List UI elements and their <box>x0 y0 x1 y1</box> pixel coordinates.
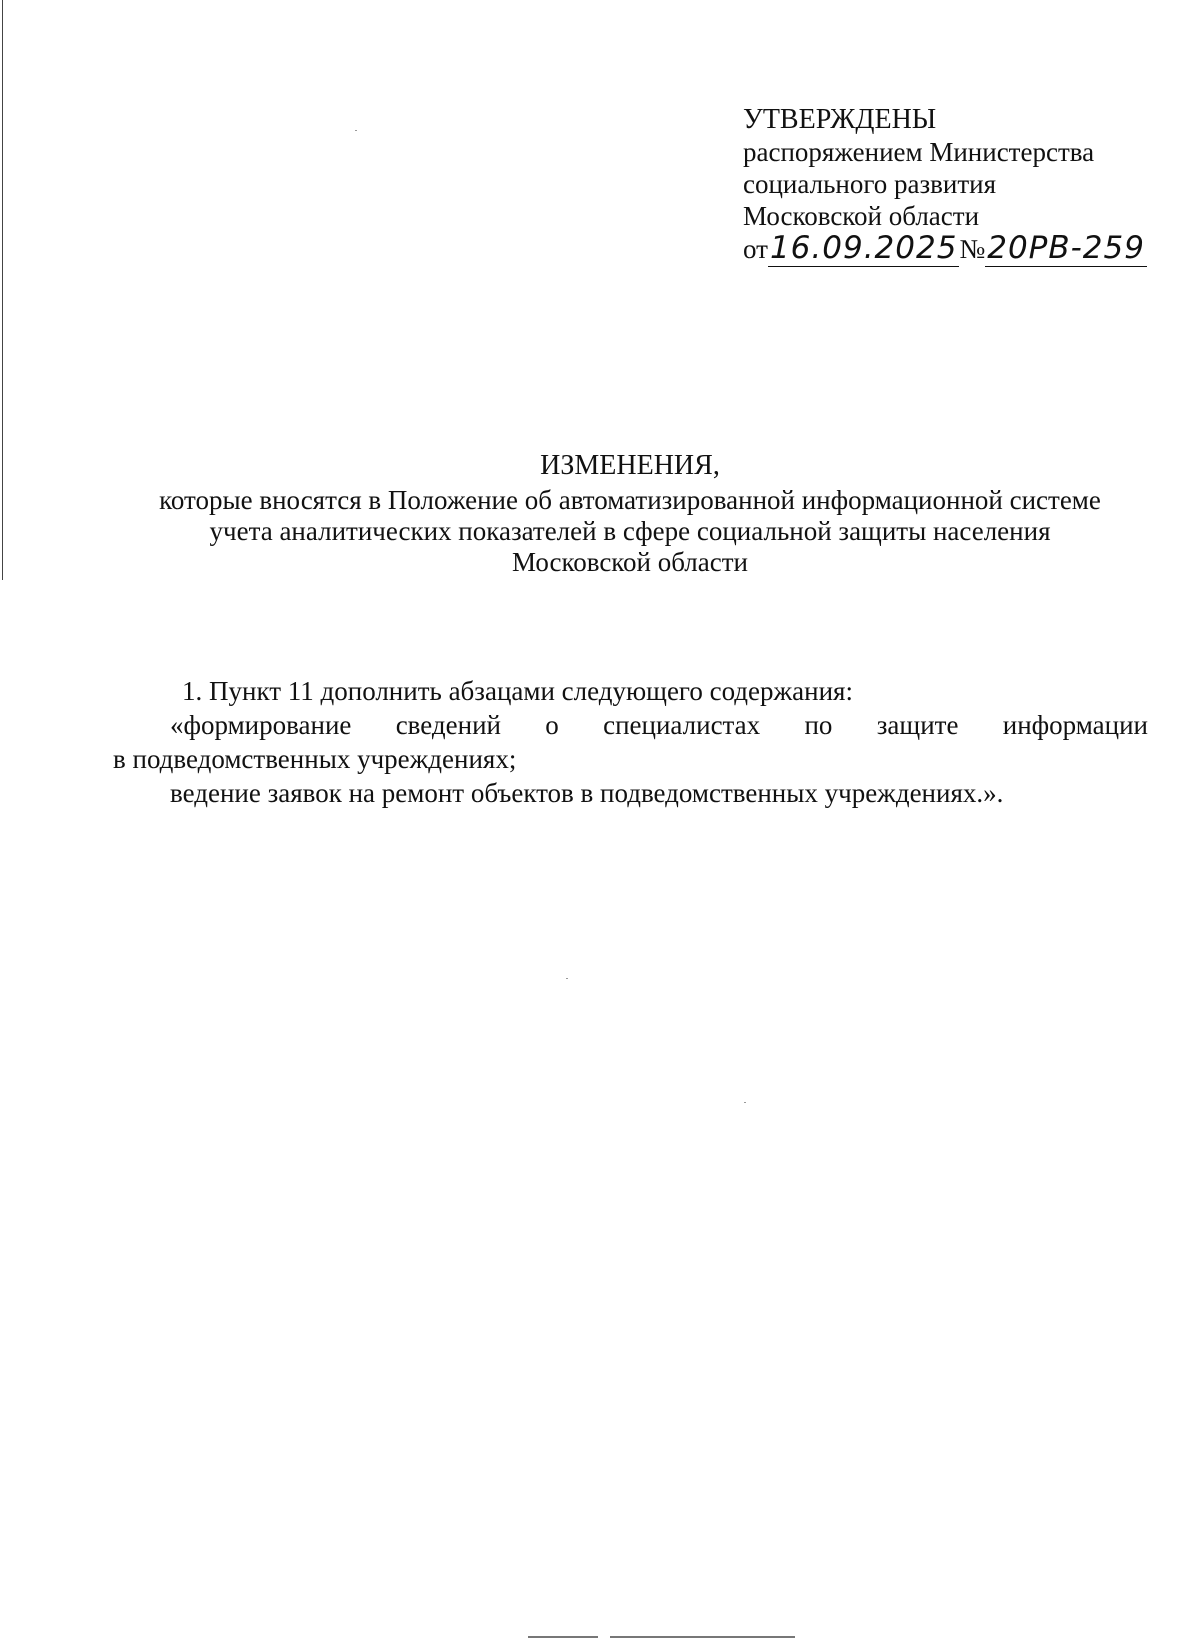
approval-line-1: распоряжением Министерства <box>743 137 1095 167</box>
para2-word: сведений <box>395 710 501 740</box>
approval-date-line <box>743 232 1147 265</box>
scan-speck <box>355 130 357 131</box>
paragraph-2-first-line <box>113 708 1148 742</box>
para2-word: защите <box>876 710 959 740</box>
handwritten-number: 20РВ-259 <box>987 230 1145 266</box>
paragraph-2-continuation: в подведомственных учреждениях; <box>113 744 517 774</box>
approval-stamp-block <box>743 104 1147 265</box>
document-body <box>113 674 1148 810</box>
document-subtitle-line-3: Московской области <box>511 547 748 577</box>
para2-word: специалистах <box>603 710 761 740</box>
para2-word: по <box>804 710 833 740</box>
para2-word: о <box>545 710 559 740</box>
scan-speck <box>744 1102 746 1103</box>
document-subtitle-line-1: которые вносятся в Положение об автоматизированной информационной системе <box>159 485 1101 515</box>
paragraph-3: ведение заявок на ремонт объектов в подведомственных учреждениях.». <box>170 778 1004 808</box>
approval-heading: УТВЕРЖДЕНЫ <box>743 104 937 135</box>
para2-word: информации <box>1002 710 1148 740</box>
handwritten-date: 16.09.2025 <box>769 230 958 266</box>
date-prefix: от <box>743 234 768 264</box>
paragraph-1: 1. Пункт 11 дополнить абзацами следующего содержания: <box>182 676 853 706</box>
document-title-block <box>110 450 1150 578</box>
document-title: ИЗМЕНЕНИЯ, <box>540 450 720 481</box>
scan-speck <box>566 978 568 979</box>
approval-line-2: социального развития <box>743 169 997 199</box>
approval-line-3: Московской области <box>743 201 980 231</box>
document-subtitle-line-2: учета аналитических показателей в сфере социальной защиты населения <box>209 516 1051 546</box>
scan-edge-line <box>2 0 3 580</box>
para2-word: «формирование <box>170 710 352 740</box>
number-prefix: № <box>959 234 986 264</box>
